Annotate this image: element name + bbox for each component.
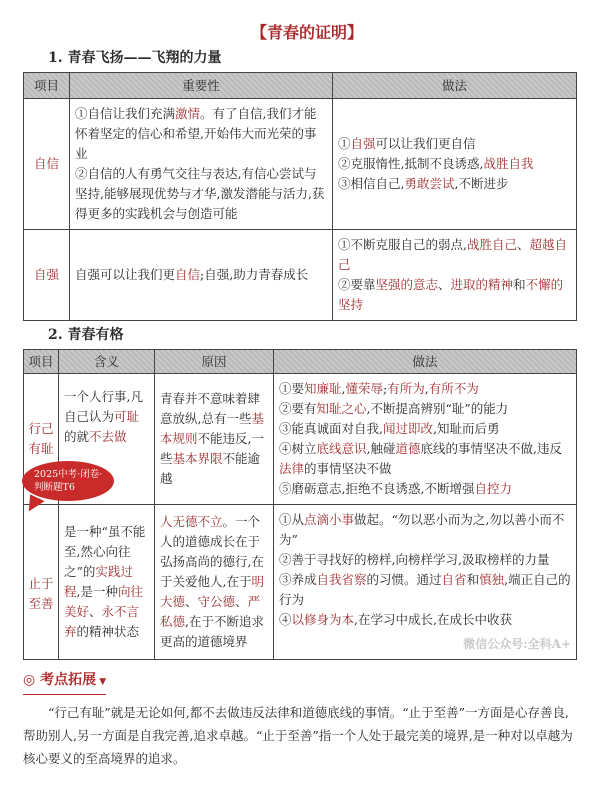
highlighted-text: 战胜自己 — [466, 237, 517, 252]
text-segment: 、 — [185, 594, 198, 609]
highlighted-text: 守公德 — [197, 594, 236, 609]
text-line — [338, 275, 571, 315]
highlighted-text: 以修身为本 — [291, 612, 355, 627]
text-line — [279, 399, 571, 419]
meaning-cell — [59, 505, 155, 660]
highlighted-text: 知耻之心 — [316, 401, 367, 416]
highlighted-text: 有所不为 — [428, 381, 479, 396]
text-line — [279, 479, 571, 499]
highlighted-text: 自省 — [441, 572, 467, 587]
text-line — [279, 439, 571, 479]
bubble-line-2: 判断题T6 — [34, 482, 75, 493]
table-youth-soaring — [23, 72, 577, 321]
item-label: 止于至善 — [28, 575, 54, 611]
text-segment: ; — [383, 381, 388, 396]
highlighted-text: 点滴小事 — [304, 512, 355, 527]
col-header-item: 项目 — [24, 350, 59, 374]
highlighted-text: 可耻 — [114, 408, 140, 424]
text-segment: ,触碰 — [366, 441, 396, 456]
methods-cell — [274, 505, 577, 660]
highlighted-text: 慎独 — [479, 572, 505, 587]
page-title: 【青春的证明】 — [250, 23, 363, 42]
text-segment: ⑤磨砺意志,拒绝不良诱惑,不断增强 — [279, 481, 475, 496]
text-segment: 和 — [466, 572, 480, 587]
highlighted-text: 明大德 — [160, 574, 264, 609]
text-segment: , — [341, 381, 346, 396]
target-icon: ◎ — [23, 672, 41, 688]
highlighted-text: 基本规则 — [160, 411, 264, 446]
text-line — [279, 379, 571, 399]
text-segment: , — [424, 381, 429, 396]
highlighted-text: 进取的精神 — [450, 277, 514, 292]
methods-cell — [333, 230, 577, 321]
text-line — [338, 134, 571, 154]
text-segment: ②自信的人有勇气交往与表达,有信心尝试与坚持,能够展现优势与才华,激发潜能与活力,获得更多的实践机会与创造可能 — [75, 166, 325, 221]
text-segment: ① — [338, 136, 351, 151]
text-segment: ②要靠 — [338, 277, 376, 292]
highlighted-text: 法律 — [279, 461, 305, 476]
highlighted-text: 闻过即改 — [382, 421, 433, 436]
extension-heading — [23, 670, 106, 695]
text-line — [279, 510, 571, 550]
text-segment: 和 — [513, 277, 526, 292]
text-segment: ②克服惰性,抵制不良诱惑, — [338, 156, 484, 171]
col-header-meaning: 含义 — [59, 350, 155, 374]
highlighted-text: 懂荣辱 — [345, 381, 384, 396]
text-segment: ①自信让我们充满 — [75, 106, 176, 121]
col-header-methods: 做法 — [274, 350, 577, 374]
highlighted-text: 勇敢尝试 — [404, 176, 455, 191]
section-2-heading: 2. 青春有格 — [48, 327, 124, 343]
col-header-importance: 重要性 — [70, 73, 333, 99]
table-youth-character — [23, 349, 577, 660]
highlighted-text: 实践过程 — [64, 564, 133, 599]
highlighted-text: 不懈的坚持 — [338, 277, 564, 312]
text-line — [338, 174, 571, 194]
text-segment: ,不断提高辨别“耻”的能力 — [366, 401, 509, 416]
text-segment: ,在于不断追求更高的道德境界 — [160, 614, 264, 649]
text-segment: ①不断克服自己的弱点, — [338, 237, 467, 252]
text-segment: 是一种“虽不能至,然心向往之”的 — [64, 524, 146, 579]
highlighted-text: 向往美好 — [64, 584, 144, 619]
text-segment: ,是一种 — [76, 584, 118, 599]
text-segment: 的精神状态 — [76, 624, 140, 639]
item-cell: 自信 — [24, 99, 70, 230]
text-segment: 底线的事情坚决不做,违反 — [420, 441, 563, 456]
text-segment: ③能真诚面对自我, — [279, 421, 383, 436]
text-segment: 可以让我们更自信 — [375, 136, 476, 151]
methods-text — [279, 510, 571, 630]
highlighted-text: 自我省察 — [316, 572, 367, 587]
methods-cell — [274, 374, 577, 505]
text-segment: ,端正自己的行为 — [279, 572, 571, 607]
highlighted-text: 自信 — [175, 267, 201, 282]
text-segment: 的事情坚决不做 — [304, 461, 392, 476]
text-line — [64, 387, 149, 447]
reason-cell — [155, 505, 274, 660]
text-line — [279, 610, 571, 630]
highlighted-text: 坚强的意志 — [375, 277, 439, 292]
text-line — [279, 550, 571, 570]
table-row — [24, 505, 577, 660]
text-segment: 一个人行事,凡自己认为 — [64, 388, 143, 424]
highlighted-text: 人无德不立 — [160, 514, 223, 529]
text-segment: ②要有 — [279, 401, 317, 416]
methods-cell — [333, 99, 577, 230]
text-line — [279, 570, 571, 610]
text-segment: 不能违反,一些 — [160, 431, 264, 466]
text-line — [279, 419, 571, 439]
section-1-heading: 1. 青春飞扬——飞翔的力量 — [48, 50, 222, 66]
text-segment: 青春并不意味着肆意放纵,总有一些 — [160, 391, 261, 426]
text-segment: ,知耻而后勇 — [433, 421, 500, 436]
highlighted-text: 道德 — [395, 441, 421, 456]
text-segment: ②善于寻找好的榜样,向榜样学习,汲取榜样的力量 — [279, 552, 550, 567]
col-header-reason: 原因 — [155, 350, 274, 374]
highlighted-text: 知廉耻 — [304, 381, 342, 396]
highlighted-text: 有所为 — [387, 381, 425, 396]
highlighted-text: 超越自己 — [338, 237, 568, 272]
highlighted-text: 不去做 — [89, 428, 127, 444]
extension-paragraph: “行己有耻”就是无论如何,都不去做违反法律和道德底线的事情。“止于至善”一方面是心存善良,帮助别人,另一方面是自我完善,追求卓越。“止于至善”指一个人处于最完美的境界,是一种对以卓越为核心要义的至高境界的追求。 — [23, 705, 573, 766]
text-segment: 的习惯。通过 — [366, 572, 442, 587]
text-segment: 、 — [235, 594, 248, 609]
importance-cell — [70, 230, 333, 321]
highlighted-text: 自控力 — [474, 481, 512, 496]
text-segment: 做起。“勿以恶小而为之,勿以善小而不为” — [279, 512, 565, 547]
highlighted-text: 永不言弃 — [64, 604, 140, 639]
item-cell: 自强 — [24, 230, 70, 321]
item-cell: 行己有耻 — [24, 374, 59, 505]
highlighted-text: 激情 — [175, 106, 201, 121]
text-segment: 、 — [438, 277, 451, 292]
watermark: 微信公众号:全科A+ — [463, 637, 571, 651]
text-segment: ④树立 — [279, 441, 317, 456]
table-row — [24, 230, 577, 321]
highlighted-text: 基本界限 — [172, 451, 223, 466]
text-segment: 、 — [517, 237, 530, 252]
col-header-item: 项目 — [24, 73, 70, 99]
extension-label: 考点拓展 — [40, 672, 97, 688]
text-segment: 。一个人的道德成长在于弘扬高尚的德行,在于关爱他人,在于 — [160, 514, 264, 589]
text-segment: ①从 — [279, 512, 305, 527]
text-line — [338, 235, 571, 275]
col-header-methods: 做法 — [333, 73, 577, 99]
text-segment: 不能逾越 — [160, 451, 261, 486]
text-segment: ③养成 — [279, 572, 317, 587]
highlighted-text: 战胜自我 — [483, 156, 534, 171]
exam-note-bubble — [22, 461, 114, 501]
text-segment: ④ — [279, 612, 292, 627]
text-line — [160, 512, 268, 652]
highlighted-text: 自强 — [350, 136, 376, 151]
highlighted-text: 底线意识 — [316, 441, 367, 456]
importance-cell — [70, 99, 333, 230]
bubble-line-1: 2025中考·闭卷· — [34, 469, 103, 480]
text-segment: ③相信自己, — [338, 176, 405, 191]
reason-cell — [155, 374, 274, 505]
text-segment: ;自强,助力青春成长 — [200, 267, 309, 282]
text-segment: ,不断进步 — [454, 176, 509, 191]
highlighted-text: 严私德 — [160, 594, 261, 629]
text-line — [75, 104, 327, 164]
text-segment: 、 — [89, 604, 102, 619]
text-line — [75, 265, 327, 285]
text-line — [160, 389, 268, 489]
text-segment: ①要 — [279, 381, 305, 396]
text-line — [64, 522, 149, 642]
text-segment: 的就 — [64, 428, 90, 444]
text-line — [338, 154, 571, 174]
text-segment: ,在学习中成长,在成长中收获 — [354, 612, 512, 627]
text-segment: 。有了自信,我们才能怀着坚定的信心和希望,开始伟大而光荣的事业 — [75, 106, 317, 161]
text-line — [75, 164, 327, 224]
table-row — [24, 99, 577, 230]
text-segment: 自强可以让我们更 — [75, 267, 176, 282]
triangle-icon: ▼ — [96, 677, 107, 687]
